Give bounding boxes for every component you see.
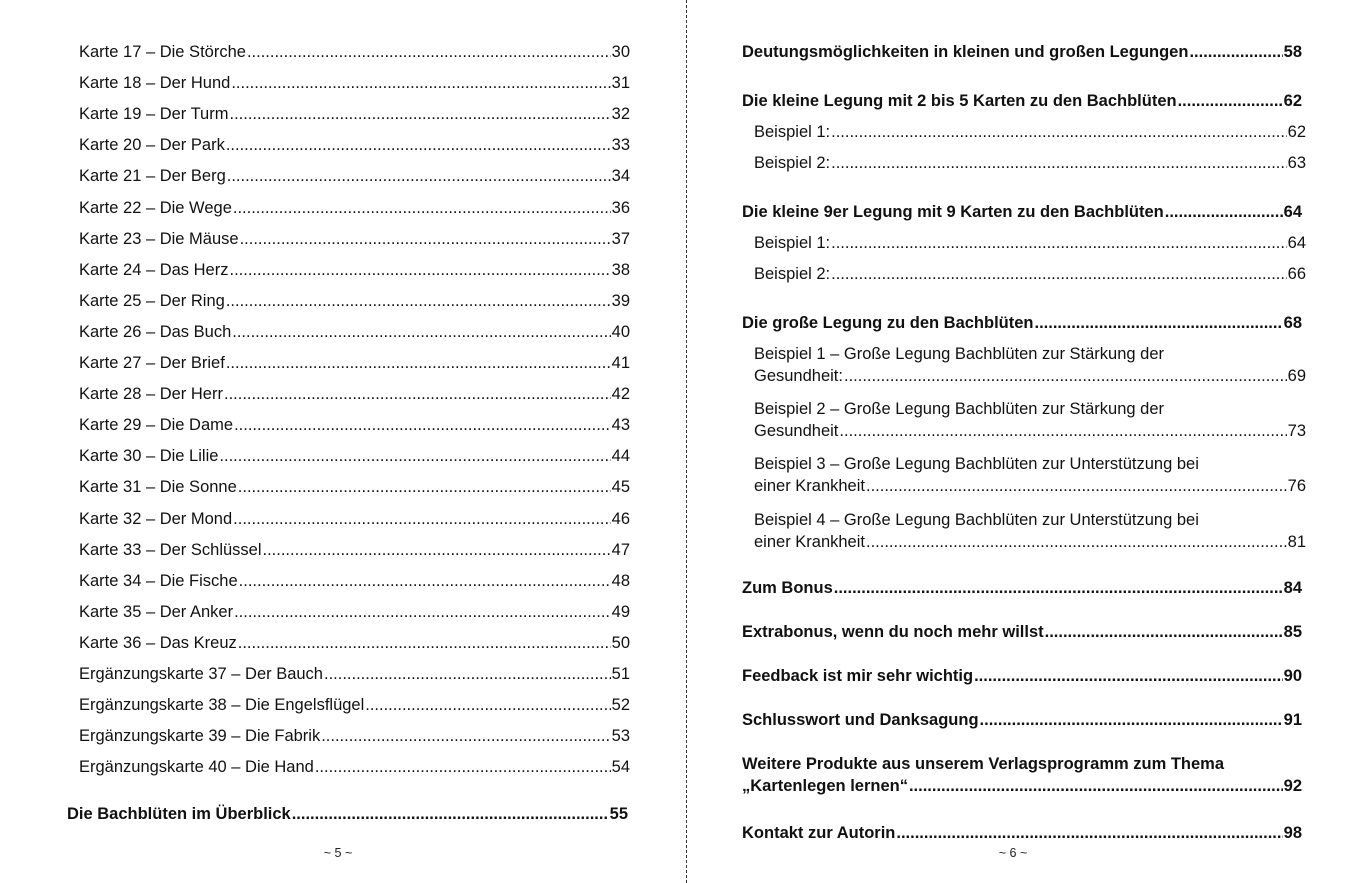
toc-page-number: 50	[611, 633, 630, 652]
toc-entry-title-line2: einer Krankheit	[754, 477, 865, 495]
toc-page-number: 49	[611, 602, 630, 621]
toc-entry[interactable]	[79, 725, 630, 747]
leader-dots	[247, 41, 611, 63]
toc-entry[interactable]	[79, 103, 630, 125]
toc-page-number: 36	[611, 198, 630, 217]
page-divider	[686, 0, 687, 883]
toc-page-number: 47	[611, 540, 630, 559]
toc-section[interactable]	[742, 753, 1302, 797]
leader-dots	[229, 259, 610, 281]
toc-section[interactable]	[742, 577, 1302, 599]
toc-page-number: 62	[1283, 92, 1302, 110]
toc-page-number: 81	[1287, 533, 1306, 551]
leader-dots	[234, 414, 611, 436]
toc-page-number: 44	[611, 447, 630, 466]
toc-entry[interactable]	[79, 508, 630, 530]
toc-entry-title: Die Bachblüten im Überblick	[67, 805, 291, 823]
toc-entry-title-line1: Beispiel 4 – Große Legung Bachblüten zur Unterstützung bei	[754, 511, 1199, 529]
leader-dots	[866, 531, 1287, 553]
toc-entry-title: Ergänzungskarte 40 – Die Hand	[79, 758, 314, 777]
toc-page-number: 62	[1287, 123, 1306, 141]
toc-page-number: 33	[611, 136, 630, 155]
toc-page-number: 92	[1283, 777, 1302, 795]
toc-page-number: 52	[611, 696, 630, 715]
toc-section[interactable]	[742, 41, 1302, 63]
leader-dots	[839, 420, 1286, 442]
leader-dots	[844, 365, 1287, 387]
toc-section[interactable]	[742, 312, 1302, 334]
leader-dots	[896, 822, 1282, 844]
toc-page-number: 69	[1287, 367, 1306, 385]
toc-entry-title: Karte 20 – Der Park	[79, 136, 225, 155]
toc-page-number: 42	[611, 385, 630, 404]
leader-dots	[909, 775, 1283, 797]
toc-entry-title: Karte 18 – Der Hund	[79, 74, 231, 93]
toc-entry-title: Extrabonus, wenn du noch mehr willst	[742, 623, 1044, 641]
leader-dots	[324, 663, 611, 685]
leader-dots	[1165, 201, 1283, 223]
toc-entry-title: Deutungsmöglichkeiten in kleinen und großen Legungen	[742, 43, 1189, 61]
toc-entry[interactable]	[79, 663, 630, 685]
toc-entry-title-line2: Gesundheit	[754, 422, 839, 440]
toc-entry-title: Karte 28 – Der Herr	[79, 385, 223, 404]
toc-entry-title: Schlusswort und Danksagung	[742, 711, 979, 729]
toc-entry-title: Beispiel 2:	[754, 265, 831, 283]
toc-entry-title: Karte 24 – Das Herz	[79, 260, 229, 279]
leader-dots	[263, 539, 611, 561]
leader-dots	[831, 263, 1287, 285]
toc-entry-title-line2: einer Krankheit	[754, 533, 865, 551]
leader-dots	[1045, 621, 1283, 643]
toc-entry-title: Beispiel 2:	[754, 154, 831, 172]
leader-dots	[315, 756, 611, 778]
leader-dots	[866, 475, 1287, 497]
toc-entry-title: Karte 30 – Die Lilie	[79, 447, 219, 466]
toc-entry-title-line1: Beispiel 2 – Große Legung Bachblüten zur Stärkung der	[754, 400, 1165, 418]
toc-section[interactable]	[742, 822, 1302, 844]
toc-page-number: 64	[1287, 234, 1306, 252]
toc-entry-title-line2: „Kartenlegen lernen“	[742, 777, 908, 795]
toc-entry-title: Karte 25 – Der Ring	[79, 291, 225, 310]
leader-dots	[226, 352, 611, 374]
toc-entry[interactable]	[79, 539, 630, 561]
leader-dots	[234, 601, 611, 623]
leader-dots	[1035, 312, 1283, 334]
toc-entry[interactable]	[79, 259, 630, 281]
toc-page-number: 55	[609, 805, 628, 823]
toc-entry[interactable]	[79, 134, 630, 156]
toc-page-number: 63	[1287, 154, 1306, 172]
toc-page-number: 34	[611, 167, 630, 186]
leader-dots	[834, 577, 1283, 599]
toc-entry[interactable]	[79, 228, 630, 250]
toc-page-number: 46	[611, 509, 630, 528]
toc-entry[interactable]	[79, 445, 630, 467]
toc-entry-title: Karte 26 – Das Buch	[79, 322, 232, 341]
page-number-footer: ~ 6 ~	[998, 846, 1028, 860]
leader-dots	[831, 121, 1287, 143]
toc-page-number: 51	[611, 665, 630, 683]
toc-page-number: 58	[1283, 43, 1302, 61]
leader-dots	[238, 632, 611, 654]
leader-dots	[226, 290, 611, 312]
toc-page-number: 43	[611, 416, 630, 435]
toc-entry[interactable]	[79, 165, 630, 187]
toc-page-number: 98	[1283, 824, 1302, 842]
leader-dots	[233, 197, 611, 219]
leader-dots	[229, 103, 610, 125]
leader-dots	[238, 476, 611, 498]
toc-entry-title: Karte 33 – Der Schlüssel	[79, 540, 262, 559]
toc-page-number: 38	[611, 260, 630, 279]
toc-entry[interactable]	[79, 601, 630, 623]
toc-entry-title: Karte 29 – Die Dame	[79, 416, 234, 435]
toc-entry[interactable]	[79, 383, 630, 405]
toc-page-number: 31	[611, 74, 630, 93]
leader-dots	[831, 152, 1287, 174]
toc-entry-title: Die kleine 9er Legung mit 9 Karten zu den Bachblüten	[742, 203, 1164, 221]
toc-entry[interactable]	[754, 121, 1306, 143]
leader-dots	[240, 228, 611, 250]
toc-page-number: 66	[1287, 265, 1306, 283]
toc-entry-title: Karte 34 – Die Fische	[79, 571, 238, 590]
toc-entry[interactable]	[754, 263, 1306, 285]
leader-dots	[224, 383, 611, 405]
toc-page-number: 37	[611, 229, 630, 248]
toc-entry[interactable]	[79, 756, 630, 778]
leader-dots	[831, 232, 1287, 254]
toc-entry-title: Beispiel 1:	[754, 123, 831, 141]
leader-dots	[226, 134, 611, 156]
toc-entry-title: Karte 35 – Der Anker	[79, 602, 234, 621]
toc-entry-title-line1: Weitere Produkte aus unserem Verlagsprogramm zum Thema	[742, 755, 1225, 773]
toc-page-number: 64	[1283, 203, 1302, 221]
leader-dots	[980, 709, 1283, 731]
toc-entry-title: Zum Bonus	[742, 579, 833, 597]
toc-section[interactable]	[742, 201, 1302, 223]
toc-entry[interactable]	[754, 343, 1306, 387]
toc-entry[interactable]	[79, 290, 630, 312]
toc-page-number: 53	[611, 727, 630, 746]
toc-entry[interactable]	[79, 694, 630, 716]
toc-entry-title: Kontakt zur Autorin	[742, 824, 896, 842]
leader-dots	[1189, 41, 1282, 63]
toc-entry[interactable]	[79, 476, 630, 498]
toc-entry-title: Karte 27 – Der Brief	[79, 354, 225, 372]
toc-entry-title: Karte 21 – Der Berg	[79, 167, 226, 186]
toc-entry-title: Karte 19 – Der Turm	[79, 105, 229, 124]
toc-entry[interactable]	[79, 632, 630, 654]
toc-entry-title-line1: Beispiel 3 – Große Legung Bachblüten zur Unterstützung bei	[754, 455, 1199, 473]
toc-page-number: 39	[611, 291, 630, 310]
toc-entry-second-line	[754, 365, 1306, 387]
leader-dots	[231, 72, 610, 94]
toc-entry[interactable]	[79, 414, 630, 436]
toc-entry[interactable]	[754, 398, 1306, 442]
toc-entry[interactable]	[79, 197, 630, 219]
leader-dots	[239, 570, 611, 592]
toc-section[interactable]	[742, 621, 1302, 643]
toc-entry-title: Feedback ist mir sehr wichtig	[742, 667, 974, 685]
toc-page-number: 54	[611, 758, 630, 777]
toc-entry[interactable]	[754, 509, 1306, 553]
toc-entry-title: Karte 32 – Der Mond	[79, 509, 233, 528]
leader-dots	[233, 508, 610, 530]
leader-dots	[365, 694, 610, 716]
toc-section[interactable]	[742, 665, 1302, 687]
leader-dots	[227, 165, 611, 187]
toc-page-number: 40	[611, 322, 630, 341]
toc-page-number: 30	[611, 43, 630, 61]
toc-section[interactable]	[67, 803, 628, 825]
toc-page-number: 48	[611, 571, 630, 590]
toc-page-number: 84	[1283, 579, 1302, 597]
leader-dots	[219, 445, 610, 467]
leader-dots	[1178, 90, 1283, 112]
toc-page-number: 91	[1283, 711, 1302, 729]
toc-section[interactable]	[742, 709, 1302, 731]
toc-entry-title: Karte 22 – Die Wege	[79, 198, 232, 217]
page-number-footer: ~ 5 ~	[323, 846, 353, 860]
toc-entry[interactable]	[79, 321, 630, 343]
toc-entry-second-line	[754, 531, 1306, 553]
toc-entry-title: Die große Legung zu den Bachblüten	[742, 314, 1034, 332]
toc-entry-title: Ergänzungskarte 39 – Die Fabrik	[79, 727, 321, 746]
toc-page-number: 45	[611, 478, 630, 497]
toc-page-number: 41	[611, 354, 630, 372]
toc-entry-second-line	[754, 420, 1306, 442]
toc-page-number: 68	[1283, 314, 1302, 332]
toc-section[interactable]	[742, 90, 1302, 112]
toc-entry-title-line2: Gesundheit:	[754, 367, 843, 385]
toc-entry[interactable]	[79, 41, 630, 63]
toc-entry[interactable]	[79, 352, 630, 374]
toc-entry-title: Ergänzungskarte 38 – Die Engelsflügel	[79, 696, 365, 715]
toc-page-number: 32	[611, 105, 630, 124]
toc-entry-title-line1: Beispiel 1 – Große Legung Bachblüten zur Stärkung der	[754, 345, 1165, 363]
toc-page-number: 85	[1283, 623, 1302, 641]
toc-entry[interactable]	[754, 152, 1306, 174]
toc-entry-title: Beispiel 1:	[754, 234, 831, 252]
toc-page-number: 90	[1283, 667, 1302, 685]
toc-entry[interactable]	[754, 453, 1306, 497]
toc-entry-title: Karte 17 – Die Störche	[79, 43, 246, 61]
toc-entry[interactable]	[754, 232, 1306, 254]
leader-dots	[292, 803, 609, 825]
toc-entry-title: Karte 31 – Die Sonne	[79, 478, 237, 497]
toc-page-number: 76	[1287, 477, 1306, 495]
toc-page-number: 73	[1287, 422, 1306, 440]
toc-entry[interactable]	[79, 570, 630, 592]
toc-entry[interactable]	[79, 72, 630, 94]
toc-entry-title: Die kleine Legung mit 2 bis 5 Karten zu den Bachblüten	[742, 92, 1177, 110]
leader-dots	[232, 321, 610, 343]
toc-entry-title: Karte 23 – Die Mäuse	[79, 229, 239, 248]
toc-entry-second-line	[742, 775, 1302, 797]
toc-entry-title: Ergänzungskarte 37 – Der Bauch	[79, 665, 323, 683]
toc-entry-title: Karte 36 – Das Kreuz	[79, 633, 237, 652]
leader-dots	[974, 665, 1283, 687]
toc-entry-second-line	[754, 475, 1306, 497]
leader-dots	[321, 725, 610, 747]
